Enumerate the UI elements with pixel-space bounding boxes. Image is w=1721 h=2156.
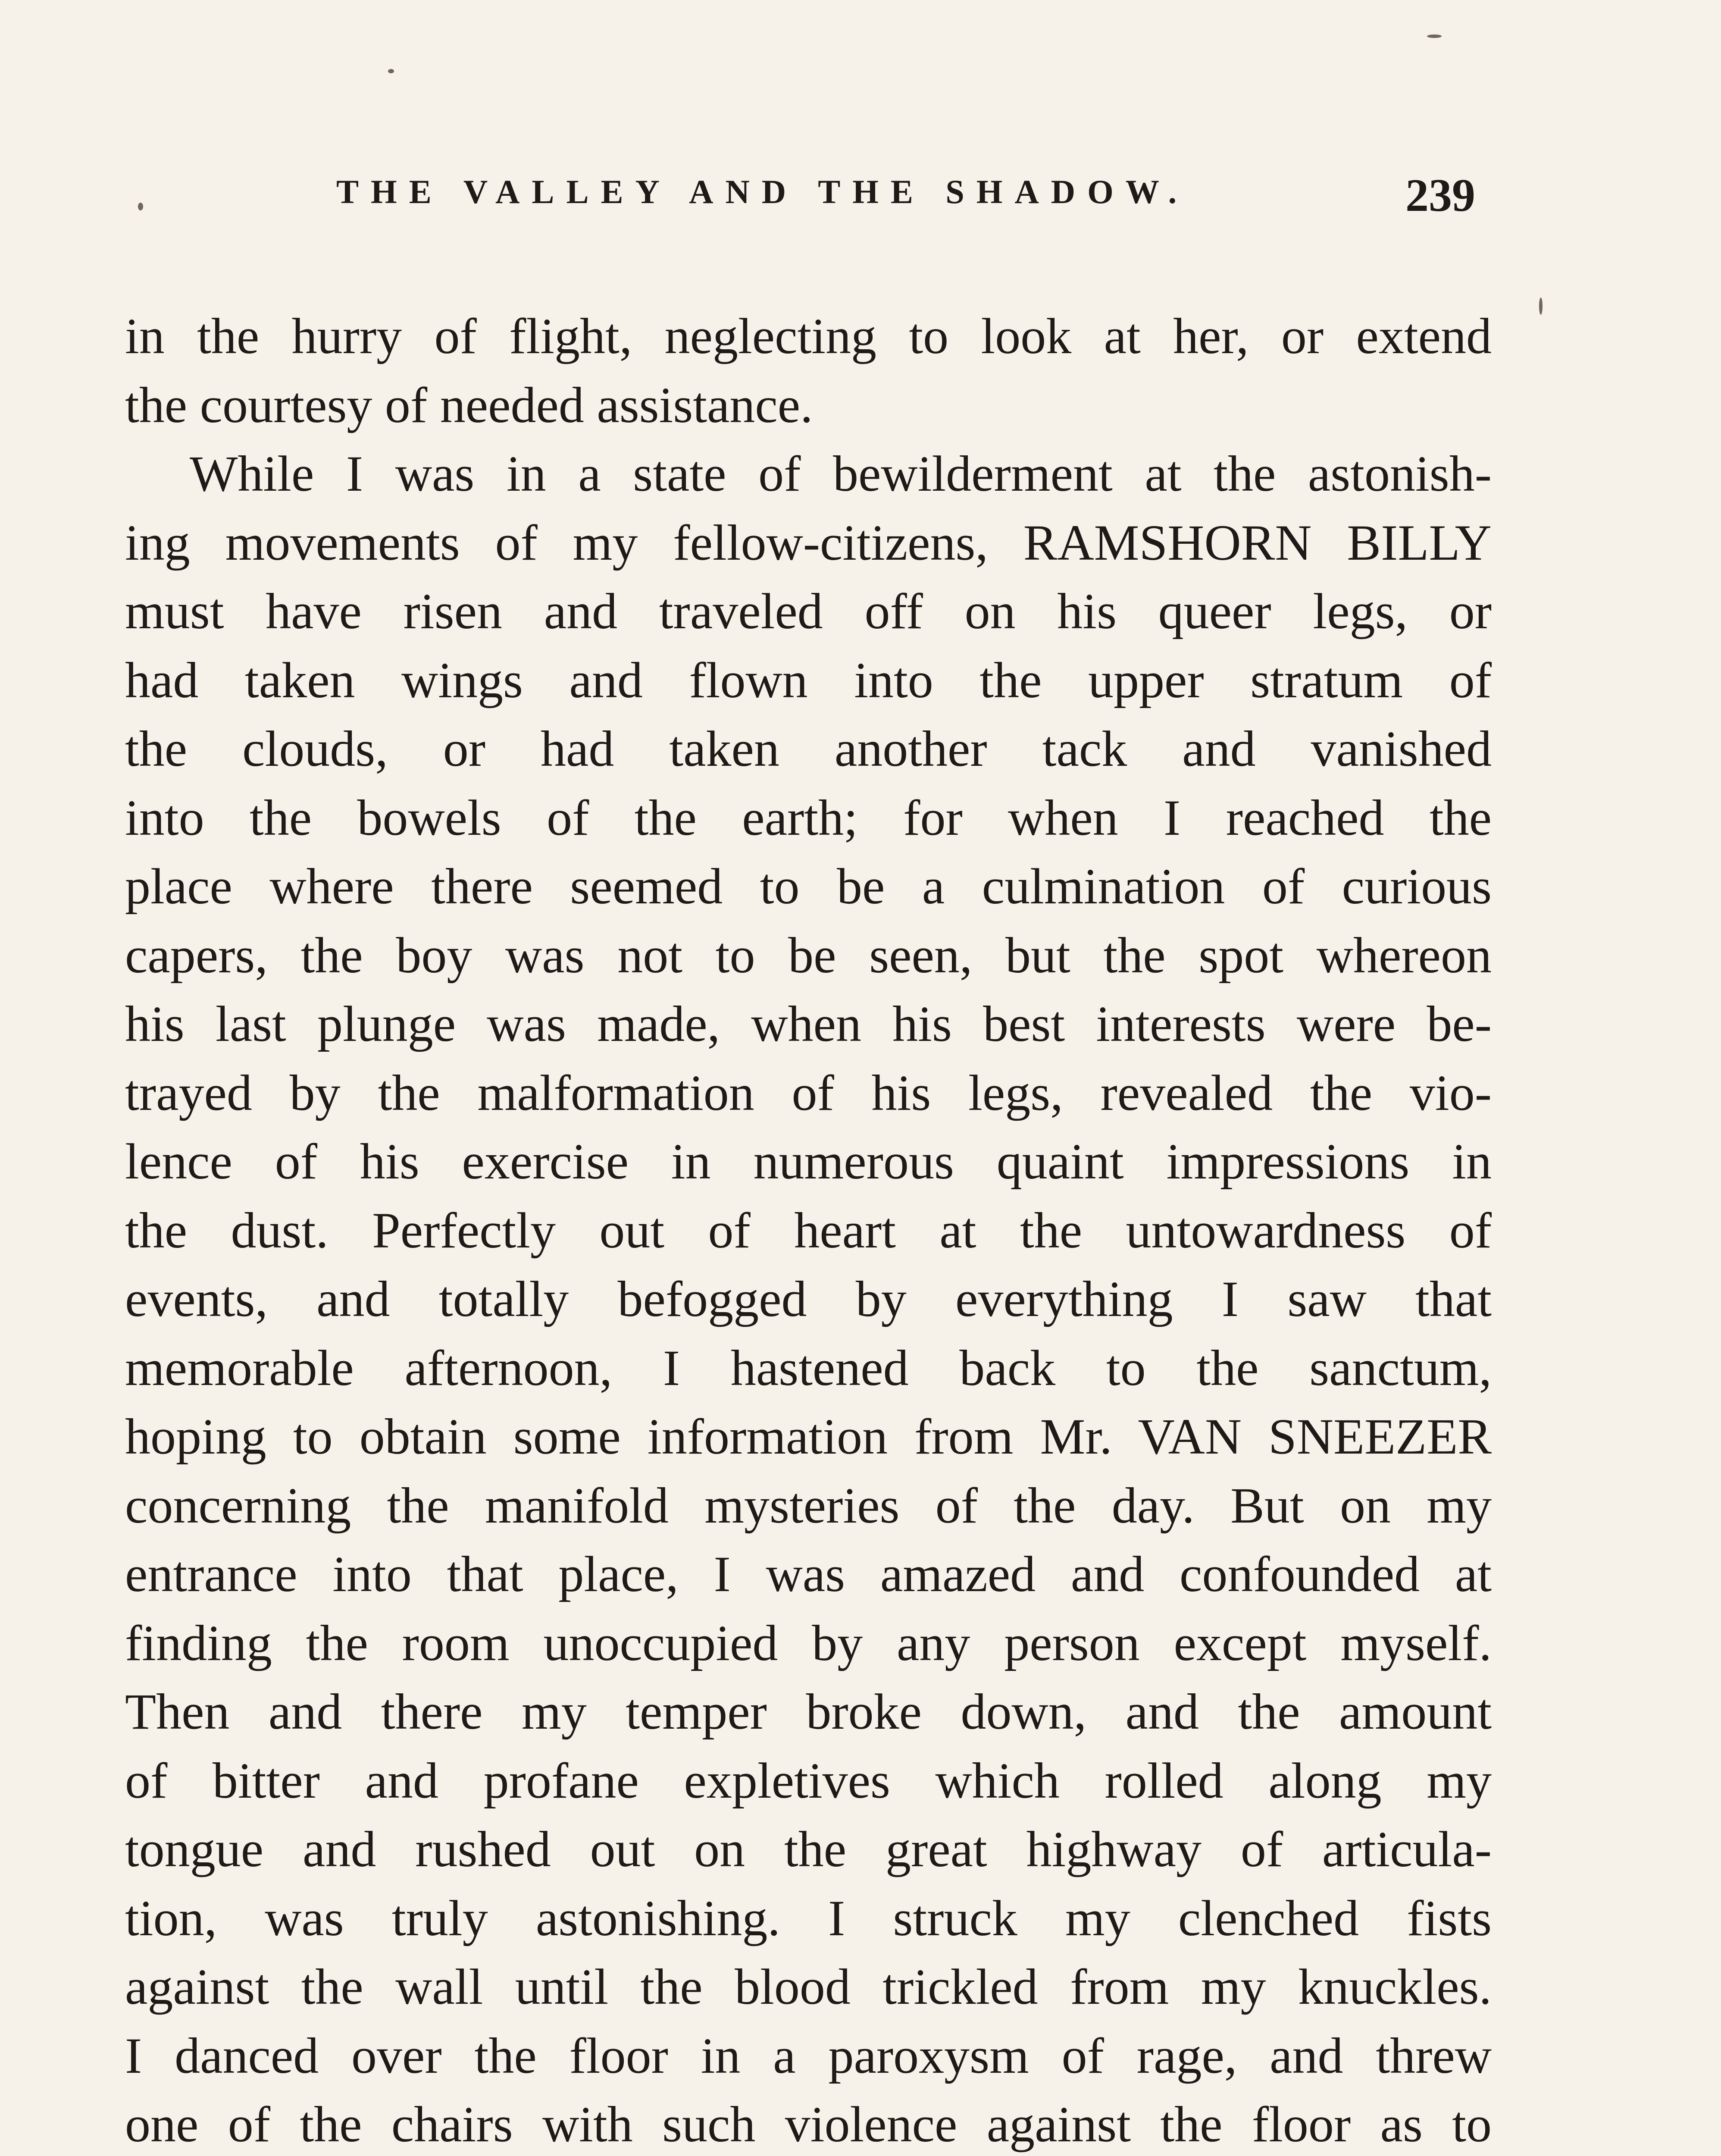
text-line: events, and totally befogged by everything I saw that (125, 1271, 1492, 1327)
text-line: tion, was truly astonishing. I struck my clenched fists (125, 1890, 1492, 1946)
text-line: into the bowels of the earth; for when I reached the (125, 789, 1492, 846)
text-line: memorable afternoon, I hastened back to the sanctum, (125, 1339, 1492, 1396)
paper-speck (1427, 34, 1442, 38)
text-line: trayed by the malformation of his legs, revealed the vio- (125, 1064, 1492, 1121)
text-line: in the hurry of flight, neglecting to look at her, or extend (125, 308, 1492, 364)
text-line: lence of his exercise in numerous quaint impressions in (125, 1133, 1492, 1190)
text-line: hoping to obtain some information from Mr. VAN SNEEZER (125, 1408, 1492, 1465)
text-line: place where there seemed to be a culmination of curious (125, 858, 1492, 915)
text-line: While I was in a state of bewilderment at the astonish- (190, 445, 1492, 502)
text-line: must have risen and traveled off on his queer legs, or (125, 583, 1492, 639)
text-line: one of the chairs with such violence against the floor as to (125, 2096, 1492, 2153)
text-line: against the wall until the blood trickled from my knuckles. (125, 1959, 1492, 2015)
text-line: Then and there my temper broke down, and the amount (125, 1683, 1492, 1740)
text-line: entrance into that place, I was amazed and confounded at (125, 1546, 1492, 1602)
paper-speck (138, 203, 143, 210)
text-line: ing movements of my fellow-citizens, RAMSHORN BILLY (125, 514, 1492, 571)
text-line: the dust. Perfectly out of heart at the untowardness of (125, 1202, 1492, 1259)
text-line: his last plunge was made, when his best interests were be- (125, 996, 1492, 1052)
text-line: the courtesy of needed assistance. (125, 376, 813, 433)
paper-speck (1539, 298, 1543, 315)
running-head-title: THE VALLEY AND THE SHADOW. (336, 173, 1189, 210)
text-line: I danced over the floor in a paroxysm of rage, and threw (125, 2027, 1492, 2084)
paper-speck (388, 69, 394, 73)
text-line: the clouds, or had taken another tack and vanished (125, 721, 1492, 777)
text-line: concerning the manifold mysteries of the day. But on my (125, 1477, 1492, 1534)
text-line: had taken wings and flown into the upper stratum of (125, 652, 1492, 708)
body-text (125, 302, 1492, 2156)
text-line: capers, the boy was not to be seen, but the spot whereon (125, 927, 1492, 984)
page-number: 239 (1405, 170, 1475, 221)
text-line: finding the room unoccupied by any person except myself. (125, 1614, 1492, 1671)
text-line: of bitter and profane expletives which rolled along my (125, 1752, 1492, 1809)
text-line: tongue and rushed out on the great highway of articula- (125, 1821, 1492, 1877)
